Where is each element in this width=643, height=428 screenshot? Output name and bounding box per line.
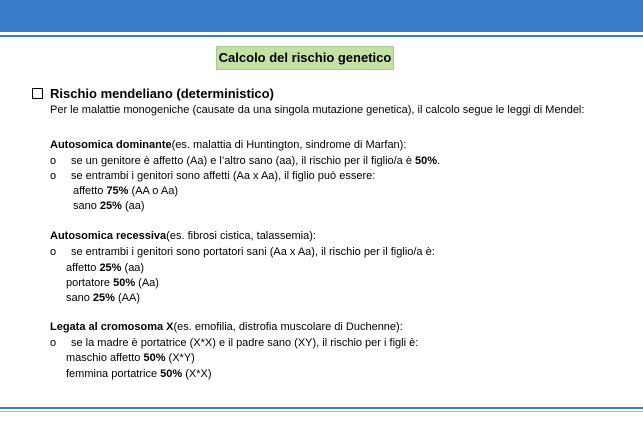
recessive-healthy	[66, 292, 140, 305]
dominant-affected-genotype: (AA o Aa)	[128, 185, 178, 197]
section-heading-text: Rischio mendeliano (deterministico)	[50, 86, 274, 101]
recessive-carrier-genotype: (Aa)	[135, 277, 159, 289]
dominant-heading: Autosomica dominante	[50, 139, 172, 151]
dominant-bullet-2: se entrambi i genitori sono affetti (Aa x Aa), il figlio può essere:	[71, 170, 376, 182]
dominant-healthy-value: 25%	[99, 200, 122, 212]
recessive-bullet-1: se entrambi i genitori sono portatori sani (Aa x Aa), il rischio per il figlio/a è:	[71, 246, 435, 258]
xlinked-female-label: femmina portatrice	[66, 368, 161, 380]
xlinked-male	[66, 352, 195, 365]
recessive-affected-label: affetto	[66, 262, 100, 274]
xlinked-male-label: maschio affetto	[66, 352, 144, 364]
xlinked-female	[66, 368, 212, 381]
recessive-healthy-value: 25%	[92, 292, 115, 304]
section-intro: Per le malattie monogeniche (causate da una singola mutazione genetica), il calcolo segue le leggi di Mendel:	[50, 104, 585, 116]
bullet-icon: o	[50, 246, 57, 258]
dominant-healthy	[73, 200, 145, 213]
dominant-bullet-1-text: se un genitore è affetto (Aa) e l’altro sano (aa), il rischio per il figlio/a è	[71, 155, 416, 167]
xlinked-examples: (es. emofilia, distrofia muscolare di Duchenne):	[173, 321, 403, 333]
recessive-healthy-label: sano	[66, 292, 93, 304]
recessive-heading-line	[50, 230, 316, 243]
bullet-icon: o	[50, 170, 57, 182]
dominant-affected	[73, 185, 178, 198]
xlinked-female-genotype: (X*X)	[182, 368, 212, 380]
dominant-healthy-label: sano	[73, 200, 100, 212]
bullet-icon: o	[50, 337, 57, 349]
recessive-healthy-genotype: (AA)	[114, 292, 141, 304]
dominant-examples: (es. malattia di Huntington, sindrome di Marfan):	[171, 139, 407, 151]
recessive-examples: (es. fibrosi cistica, talassemia):	[166, 230, 316, 242]
dominant-healthy-genotype: (aa)	[121, 200, 145, 212]
dominant-affected-label: affetto	[73, 185, 107, 197]
header-bar	[0, 0, 643, 32]
footer-divider	[0, 407, 643, 409]
xlinked-male-genotype: (X*Y)	[165, 352, 195, 364]
dominant-bullet-1	[71, 155, 440, 168]
recessive-heading: Autosomica recessiva	[50, 230, 167, 242]
xlinked-bullet-1: se la madre è portatrice (X*X) e il padre sano (XY), il rischio per i figli è:	[71, 337, 419, 349]
recessive-affected	[66, 262, 144, 275]
dominant-bullet-1-end: .	[437, 155, 441, 167]
recessive-affected-value: 25%	[99, 262, 122, 274]
recessive-carrier-value: 50%	[113, 277, 136, 289]
dominant-affected-value: 75%	[106, 185, 129, 197]
recessive-carrier	[66, 277, 159, 290]
xlinked-heading: Legata al cromosoma X	[50, 321, 174, 333]
xlinked-female-value: 50%	[160, 368, 183, 380]
checkbox-bullet-icon	[32, 88, 43, 99]
xlinked-heading-line	[50, 321, 403, 334]
dominant-bullet-1-value: 50%	[415, 155, 438, 167]
recessive-carrier-label: portatore	[66, 277, 114, 289]
recessive-affected-genotype: (aa)	[121, 262, 145, 274]
xlinked-male-value: 50%	[143, 352, 166, 364]
slide-title: Calcolo del rischio genetico	[216, 46, 394, 70]
dominant-heading-line	[50, 139, 406, 152]
bullet-icon: o	[50, 155, 57, 167]
footer-divider-thin	[0, 411, 643, 412]
header-divider	[0, 35, 643, 37]
section-heading	[32, 86, 274, 101]
